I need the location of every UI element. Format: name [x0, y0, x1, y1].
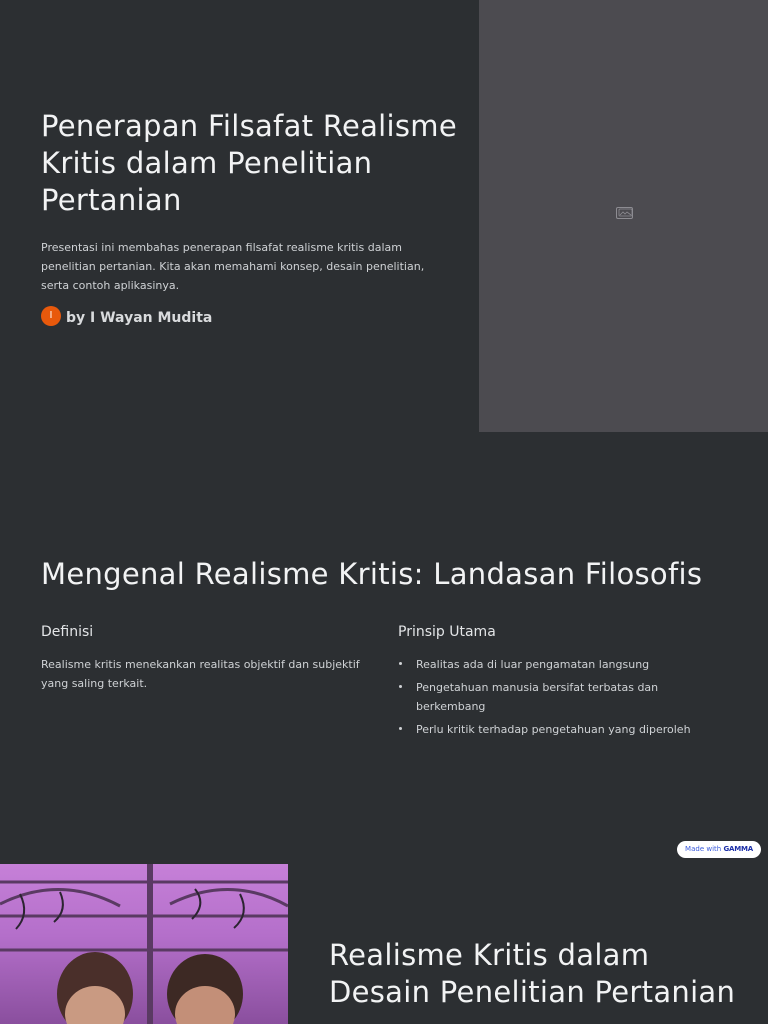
author-avatar: I [41, 306, 61, 326]
section-title-landasan: Mengenal Realisme Kritis: Landasan Filosofis [41, 557, 703, 591]
principle-item: Pengetahuan manusia bersifat terbatas dan berkembang [398, 678, 728, 716]
image-placeholder-icon [616, 207, 633, 219]
gamma-logo: GAMMA [723, 845, 753, 853]
section-title-desain: Realisme Kritis dalam Desain Penelitian Pertanian [329, 938, 736, 1009]
greenhouse-researchers-photo [0, 864, 288, 1024]
principle-item: Realitas ada di luar pengamatan langsung [398, 655, 728, 674]
principles-heading: Prinsip Utama [398, 624, 496, 640]
definition-heading: Definisi [41, 624, 94, 640]
author-name: by I Wayan Mudita [66, 310, 213, 326]
badge-prefix: Made with [685, 845, 722, 853]
principles-list [398, 655, 728, 743]
hero-description: Presentasi ini membahas penerapan filsafat realisme kritis dalam penelitian pertanian. Kita akan memahami konsep, desain penelitian, serta contoh aplikasinya. [41, 241, 425, 292]
made-with-gamma-badge[interactable] [677, 841, 761, 858]
principle-item: Perlu kritik terhadap pengetahuan yang diperoleh [398, 720, 728, 739]
definition-text: Realisme kritis menekankan realitas objektif dan subjektif yang saling terkait. [41, 658, 360, 690]
hero-title: Penerapan Filsafat Realisme Kritis dalam Penelitian Pertanian [41, 109, 457, 217]
greenhouse-illustration [0, 864, 288, 1024]
